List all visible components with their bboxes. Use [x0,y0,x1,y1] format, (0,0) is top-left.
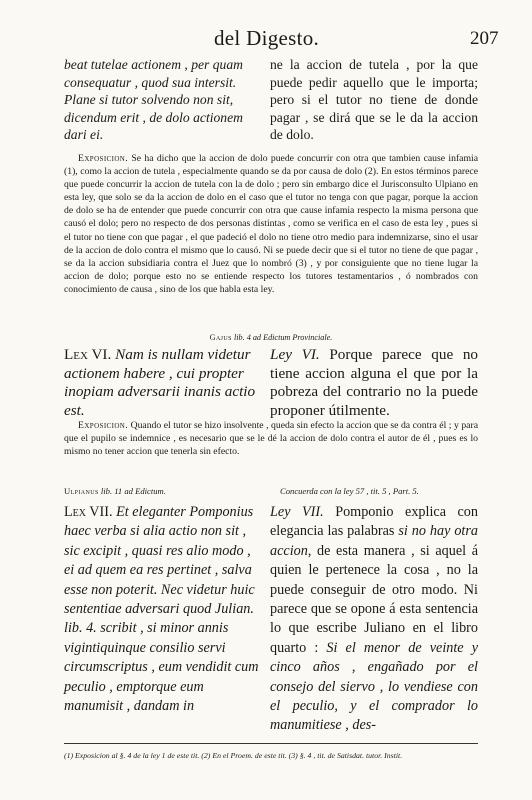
lex-vi-text: Nam is nullam videtur actionem habere , cui propter inopiam adversarii inanis actio est. [64,346,256,419]
ley-vi-label: Ley VI. [270,346,320,363]
exposicion-text: Se ha dicho que la accion de dolo puede concurrir con otra que tambien cause infamia (1), como la accion de tutela , especialmente quando se da por causa de dolo (2). En estos términos parece que puede concurrir la accion de tutela con la de dolo ; pero sin embargo dice el Jurisconsulto Ulpiano en esta ley, que solo se da la accion de dolo en el caso que el tutor no tenga con que pagar, porque la accion de dolo se ha de entender que puede concurrir con otra que cause infamia respecto la misma persona que causó el dolo; pero no respecto de dos personas distintas , como se verifica en el caso de esta ley , pues si el tutor no tiene con que pagar , el que padeció el dolo no tiene otro medio para indemnizarse, sino el usar de la accion de dolo contra el mismo que lo causó. Ni se puede decir que si el tutor no tiene de que pagar , se da la accion subsidiaria contra el Juez que lo nombró (3) , y por consiguiente que no tiene lugar la accion de dolo; porque esto no se entiende respecto los tutores testamentarios , ó nombrados con conocimiento de causa , sino de los que habla esta ley. [64,153,478,295]
citation-gaius [64,333,478,342]
page-number: 207 [470,28,499,49]
citation-ulpianus-source: lib. 11 ad Edictum. [100,486,166,496]
latin-text-top: beat tutelae actionem , per quam consequatur , quod sua intersit. Plane si tutor solvendo non sit, dicendum erit , de dolo actionem dari ei. [64,57,243,143]
exposicion-label: Exposicion. [78,153,129,164]
ley-vii-label: Ley VII. [270,504,324,520]
lex-vii-label: Lex VII. [64,504,113,520]
lex-vi-latin [64,346,264,420]
footnotes: (1) Exposicion al §. 4 de la ley 1 de este tit. (2) En el Proem. de este tit. (3) §. 4 , tit. de Satisdat. tutor. Instit. [64,751,403,760]
citation-author: Gajus [209,333,232,342]
citation-ulpianus-author: Ulpianus [64,486,99,496]
header-title: del Digesto. [214,26,320,50]
running-header [0,26,532,50]
exposicion-label-2: Exposicion. [78,420,129,431]
ley-vii-spanish [270,503,478,736]
spanish-text-top: ne la accion de tutela , por la que puede pedir aquello que le importa; pero si el tutor no tiene de donde pagar , se dirá que se le da la accion de dolo. [270,57,478,143]
exposicion-text-2: Quando el tutor se hizo insolvente , queda sin efecto la accion que se da contra él ; y para que el pupilo se indemnice , es necesario que se le dé la accion de dolo contra el autor de él , pues es lo mismo no tener accion que tenerla sin efecto. [64,420,478,458]
lex-vii-text: Et eleganter Pomponius haec verba si alia actio non sit , sic excipit , quasi res alio modo , ei ad quem ea res pertinet , salva esse non poterit. Nec videtur huic sententiae adversari quod Julian. lib. 4. scribit , si minor annis vigintiquinque consilio servi circumscriptus , eum vendidit cum peculio , emptorque eum manumisit , dandam in [64,504,259,715]
ley-vii-text-b: , de esta manera , si aquel á quien le pertenece la cosa , no la puede conseguir de otro modo. Ni parece que se opone á esta sentencia lo que escribe Juliano en el libro quarto : [270,542,478,656]
lex-vi-label: Lex VI. [64,346,112,363]
ley-vii-text-b-italic: Si el menor de veinte y cinco años , engañado por el consejo del siervo , lo vendiese con el peculio, y el comprador lo manumitiese , des- [270,639,479,734]
ley-vii-text-a-italic: si no hay otra accion [270,523,478,559]
ley-vi-text: Porque parece que no tiene accion alguna el que por la pobreza del contrario no la puede proponer útilmente. [270,346,479,419]
ley-vii-text-a: Pomponio explica con elegancia las palabras [270,504,478,540]
exposicion-paragraph-1 [64,152,478,296]
citation-source: lib. 4 ad Edictum Provinciale. [233,333,333,342]
exposicion-paragraph-2 [64,419,478,458]
ley-vi-spanish [270,346,478,420]
lex-vii-latin [64,503,264,716]
footnote-rule [64,743,478,744]
citation-ulpianus [64,486,260,496]
citation-concordance: Concuerda con la ley 57 , tit. 5 , Part. 5. [280,486,419,496]
